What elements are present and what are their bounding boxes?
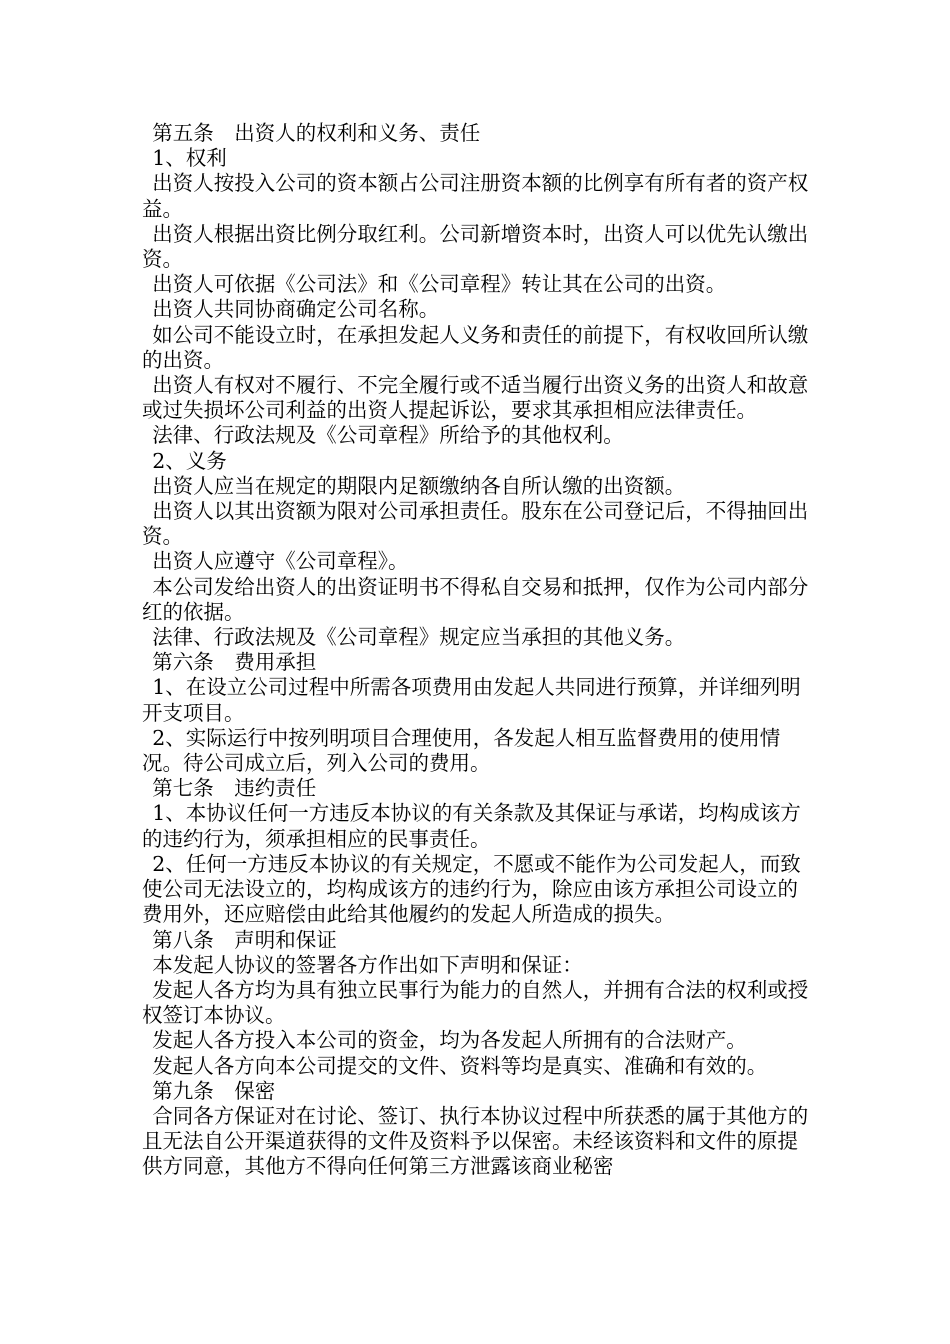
paragraph: 出资人根据出资比例分取红利。公司新增资本时，出资人可以优先认缴出资。: [142, 221, 809, 272]
article-9-heading: 第九条 保密: [152, 1078, 276, 1103]
paragraph: 1、本协议任何一方违反本协议的有关条款及其保证与承诺，均构成该方的违约行为，须承担相应的民事责任。: [142, 801, 801, 851]
paragraph: 2、任何一方违反本协议的有关规定，不愿或不能作为公司发起人，而致使公司无法设立的，均构成该方的违约行为，除应由该方承担公司设立的费用外，还应赔偿由此给其他履约的发起人所造成的损失。: [142, 851, 801, 927]
paragraph: 出资人以其出资额为限对公司承担责任。股东在公司登记后，不得抽回出资。: [142, 499, 809, 549]
paragraph: 1、在设立公司过程中所需各项费用由发起人共同进行预算，并详细列明开支项目。: [142, 675, 801, 725]
paragraph: 本公司发给出资人的出资证明书不得私自交易和抵押，仅作为公司内部分红的依据。: [142, 574, 809, 624]
article-7-heading: 第七条 违约责任: [152, 776, 317, 801]
section-rights-heading: 1、权利: [152, 146, 227, 171]
paragraph: 出资人共同协商确定公司名称。: [152, 297, 440, 322]
paragraph: 发起人各方向本公司提交的文件、资料等均是真实、准确和有效的。: [152, 1053, 768, 1078]
paragraph: 出资人应遵守《公司章程》。: [152, 549, 409, 574]
paragraph: 如公司不能设立时，在承担发起人义务和责任的前提下，有权收回所认缴的出资。: [142, 322, 809, 372]
paragraph: 法律、行政法规及《公司章程》所给予的其他权利。: [152, 423, 624, 448]
paragraph: 本发起人协议的签署各方作出如下声明和保证：: [152, 952, 583, 977]
paragraph: 出资人应当在规定的期限内足额缴纳各自所认缴的出资额。: [152, 473, 686, 498]
article-5-heading: 第五条 出资人的权利和义务、责任: [152, 121, 481, 145]
paragraph: 2、实际运行中按列明项目合理使用，各发起人相互监督费用的使用情况。待公司成立后，列入公司的费用。: [142, 725, 781, 776]
paragraph: 合同各方保证对在讨论、签订、执行本协议过程中所获悉的属于其他方的且无法自公开渠道获得的文件及资料予以保密。未经该资料和文件的原提供方同意，其他方不得向任何第三方泄露该商业秘密: [142, 1103, 809, 1179]
paragraph: 法律、行政法规及《公司章程》规定应当承担的其他义务。: [152, 625, 686, 650]
section-obligations-heading: 2、义务: [152, 448, 227, 473]
article-8-heading: 第八条 声明和保证: [152, 927, 337, 952]
paragraph: 出资人可依据《公司法》和《公司章程》转让其在公司的出资。: [152, 272, 727, 297]
paragraph: 发起人各方均为具有独立民事行为能力的自然人，并拥有合法的权利或授权签订本协议。: [142, 977, 809, 1028]
paragraph: 发起人各方投入本公司的资金，均为各发起人所拥有的合法财产。: [152, 1028, 747, 1053]
paragraph: 出资人有权对不履行、不完全履行或不适当履行出资义务的出资人和故意或过失损坏公司利益的出资人提起诉讼，要求其承担相应法律责任。: [142, 373, 809, 423]
paragraph: 出资人按投入公司的资本额占公司注册资本额的比例享有所有者的资产权益。: [142, 171, 809, 221]
article-6-heading: 第六条 费用承担: [152, 650, 317, 675]
document-page: [142, 121, 812, 1180]
